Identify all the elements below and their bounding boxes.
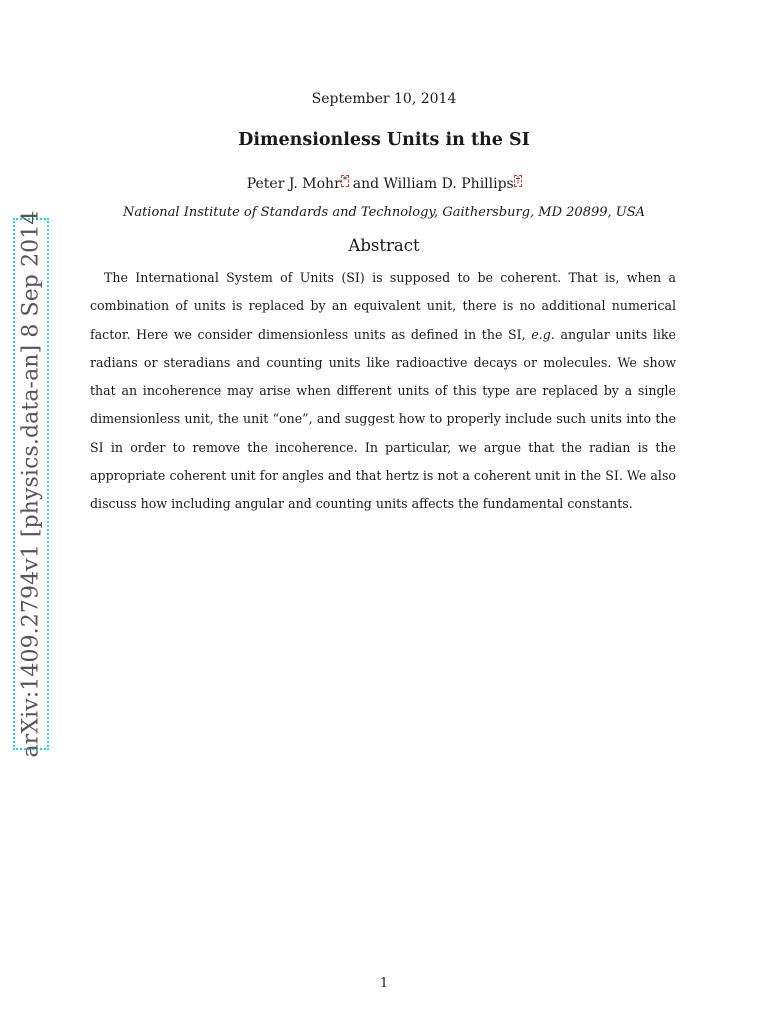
footnote-link-phillips[interactable]: † <box>515 176 521 186</box>
abstract-body <box>90 264 676 519</box>
abstract-text-part2: angular units like radians or steradians and counting units like radioactive decays or molecules. We show that an incoherence may arise when different units of this type are replaced by a single dimensionless unit, the unit “one”, and suggest how to properly include such units into the SI in order to remove the incoherence. In particular, we argue that the radian is the appropriate coherent unit for angles and that hertz is not a coherent unit in the SI. We also discuss how including angular and counting units affects the fundamental constants. <box>90 326 676 512</box>
affiliation: National Institute of Standards and Technology, Gaithersburg, MD 20899, USA <box>122 205 646 220</box>
arxiv-identifier-text: arXiv:1409.2794v1 [physics.data-an] 8 Sep 2014 <box>18 210 44 758</box>
author-connector: and <box>348 176 384 192</box>
abstract-eg: e.g. <box>531 326 555 342</box>
author-line <box>0 176 768 192</box>
page-number: 1 <box>379 976 389 991</box>
author-mohr: Peter J. Mohr <box>246 176 341 192</box>
paper-title: Dimensionless Units in the SI <box>238 130 530 150</box>
author-phillips: William D. Phillips <box>383 176 514 192</box>
footnote-link-mohr[interactable]: * <box>342 176 348 186</box>
arxiv-identifier-link[interactable] <box>15 210 47 758</box>
abstract-heading: Abstract <box>348 236 420 255</box>
abstract-text-part1: The International System of Units (SI) is supposed to be coherent. That is, when a combination of units is replaced by an equivalent unit, there is no additional numerical factor. Here we consider dimensionless units as defined in the SI, <box>90 270 676 342</box>
paper-date: September 10, 2014 <box>311 91 457 107</box>
